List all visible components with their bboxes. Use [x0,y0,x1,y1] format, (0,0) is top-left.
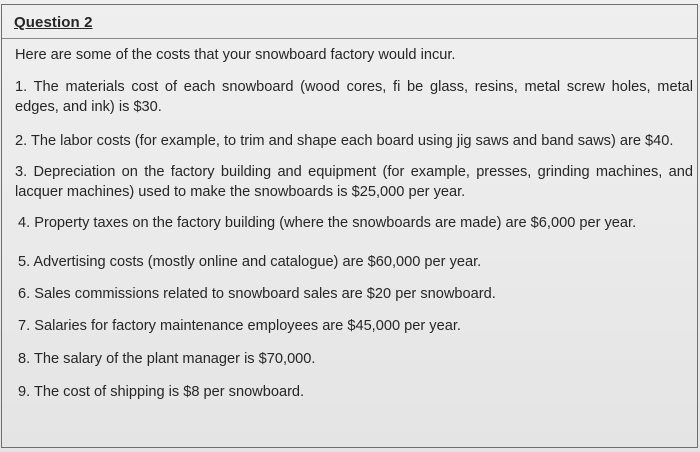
cost-item-text: 9. The cost of shipping is $8 per snowboard. [18,384,305,400]
cost-item [18,252,696,272]
cost-item [18,349,696,369]
cost-item-text: 8. The salary of the plant manager is $70,000. [18,351,316,367]
question-title: Question 2 [14,14,93,31]
cost-item [15,162,693,202]
cost-item [18,316,696,336]
cost-item [15,77,693,117]
cost-item-text: 6. Sales commissions related to snowboard sales are $20 per snowboard. [18,286,496,302]
cost-item-text: 7. Salaries for factory maintenance employees are $45,000 per year. [18,318,461,334]
cost-item-text: 1. The materials cost of each snowboard (wood cores, fi be glass, resins, metal screw holes, metal edges, and ink) is $30. [15,79,693,115]
cost-item-text: 5. Advertising costs (mostly online and catalogue) are $60,000 per year. [18,254,482,270]
question-intro: Here are some of the costs that your snowboard factory would incur. [15,47,456,63]
question-card [1,4,698,448]
cost-item [18,213,696,233]
cost-item-text: 3. Depreciation on the factory building and equipment (for example, presses, grinding machines, and lacquer machines) used to make the snowboards is $25,000 per year. [15,164,693,200]
cost-item [15,131,693,151]
cost-item-text: 4. Property taxes on the factory building (where the snowboards are made) are $6,000 per year. [18,215,637,231]
cost-item [18,284,696,304]
title-divider [2,38,697,39]
cost-item [18,382,696,402]
cost-item-text: 2. The labor costs (for example, to trim and shape each board using jig saws and band saws) are $40. [15,133,674,149]
